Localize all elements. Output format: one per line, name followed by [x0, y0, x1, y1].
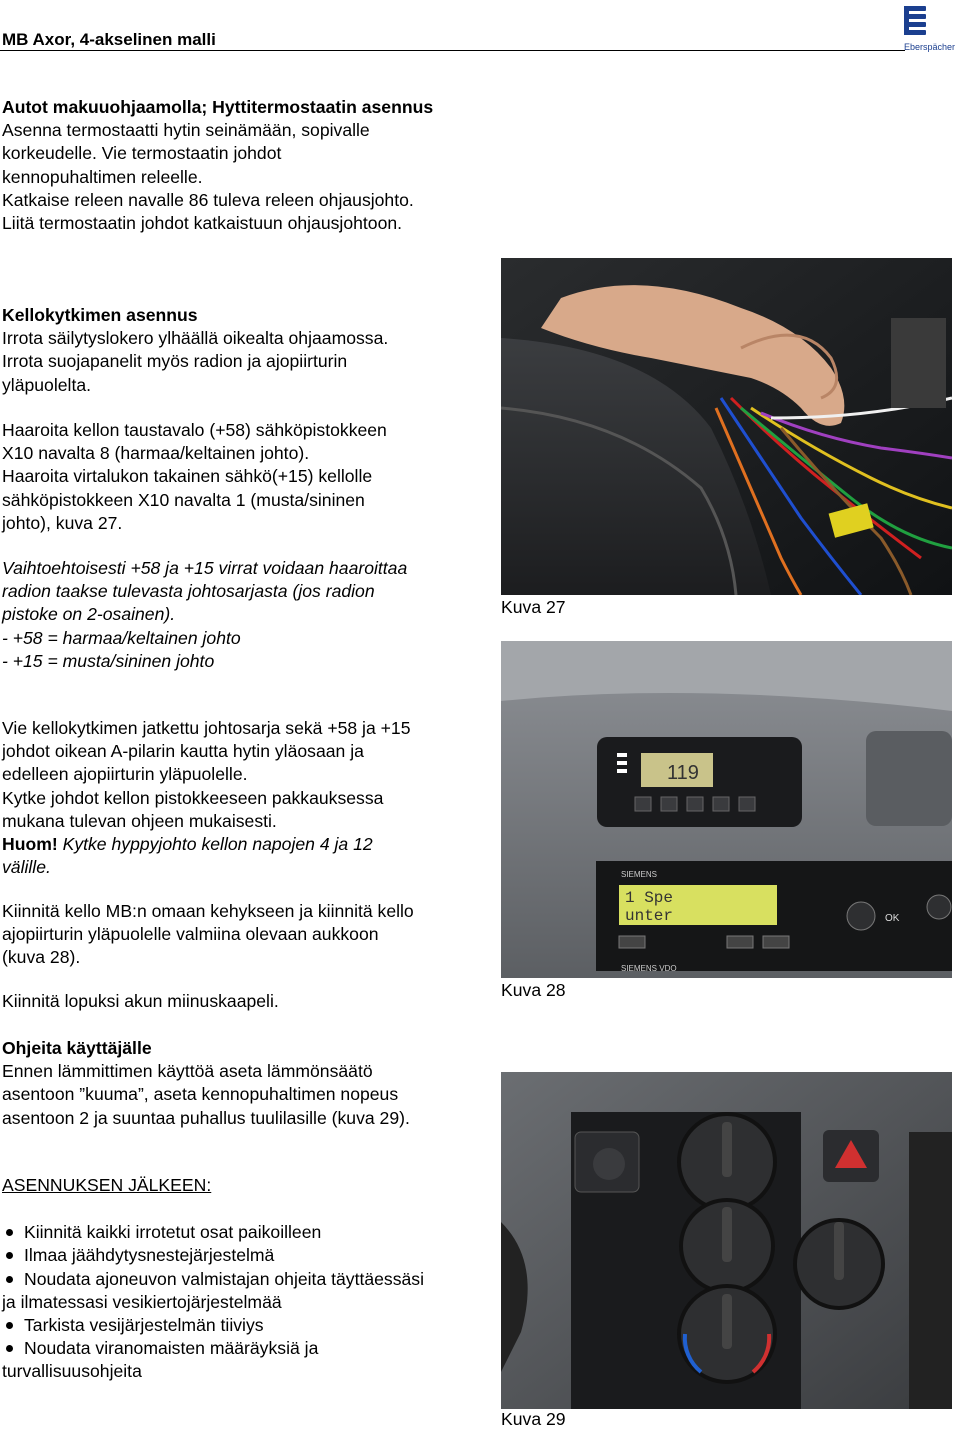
text-line: radion taakse tulevasta johtosarjasta (jos radion — [2, 581, 375, 602]
text-line: Haaroita virtalukon takainen sähkö(+15) kellolle — [2, 466, 373, 487]
section-mount-clock — [2, 900, 492, 970]
eberspacher-logo — [900, 0, 960, 58]
text-line: johto), kuva 27. — [2, 512, 123, 533]
header-rule — [0, 50, 905, 51]
huom-label: Huom! — [2, 834, 58, 855]
section-heading: ASENNUKSEN JÄLKEEN: — [2, 1175, 212, 1195]
text-line: sähköpistokkeen X10 navalta 1 (musta/sininen — [2, 489, 365, 510]
list-item: Noudata ajoneuvon valmistajan ohjeita täyttäessäsi — [2, 1268, 492, 1291]
tacho-line2: unter — [625, 907, 674, 925]
text-line: johdot oikean A-pilarin kautta hytin yläosaan ja — [2, 741, 364, 762]
list-item: Ilmaa jäähdytysnestejärjestelmä — [2, 1244, 492, 1267]
tacho-ok-label: OK — [885, 913, 900, 924]
section-clock-wiring — [2, 419, 492, 535]
tacho-brand: SIEMENS — [621, 870, 658, 879]
text-line: Ennen lämmittimen käyttöä aseta lämmönsäätö — [2, 1061, 373, 1082]
figure-27-caption: Kuva 27 — [501, 597, 566, 617]
text-line: - +58 = harmaa/keltainen johto — [2, 627, 241, 648]
section-alternative-note — [2, 557, 492, 673]
section-user-instructions — [2, 1037, 492, 1130]
note-text: Kytke hyppyjohto kellon napojen 4 ja 12 — [57, 834, 373, 855]
text-line: Vaihtoehtoisesti +58 ja +15 virrat voidaan haaroittaa — [2, 558, 408, 578]
list-item-continuation: turvallisuusohjeita — [2, 1361, 142, 1382]
text-line: Irrota suojapanelit myös radion ja ajopiirturin — [2, 351, 348, 372]
text-line: Kiinnitä kello MB:n omaan kehykseen ja kiinnitä kello — [2, 901, 414, 921]
text-line: asentoon 2 ja suuntaa puhallus tuulilasille (kuva 29). — [2, 1107, 410, 1128]
text-line: Kytke johdot kellon pistokkeeseen pakkauksessa — [2, 787, 384, 808]
text-line: Liitä termostaatin johdot katkaistuun ohjausjohtoon. — [2, 213, 403, 234]
text-line: Katkaise releen navalle 86 tuleva releen ohjausjohto. — [2, 189, 414, 210]
list-item: Tarkista vesijärjestelmän tiiviys — [2, 1314, 492, 1337]
section-heading: Ohjeita käyttäjälle — [2, 1038, 152, 1058]
tacho-line1: 1 Spe — [625, 889, 674, 907]
text-line: Haaroita kellon taustavalo (+58) sähköpistokkeen — [2, 420, 387, 440]
text-line: asentoon ”kuuma”, aseta kennopuhaltimen nopeus — [2, 1084, 399, 1105]
section-harness-routing — [2, 717, 492, 879]
figure-28-caption: Kuva 28 — [501, 980, 566, 1000]
text-line: (kuva 28). — [2, 947, 81, 968]
text-line: Asenna termostaatti hytin seinämään, sopivalle — [2, 120, 370, 141]
text-line: X10 navalta 8 (harmaa/keltainen johto). — [2, 443, 310, 464]
list-item: Kiinnitä kaikki irrotetut osat paikoilleen — [2, 1221, 492, 1244]
note-line — [2, 833, 492, 856]
text-line: yläpuolelta. — [2, 374, 92, 395]
document-title: MB Axor, 4-akselinen malli — [2, 30, 216, 49]
figure-29-caption: Kuva 29 — [501, 1409, 566, 1429]
list-item: Noudata viranomaisten määräyksiä ja — [2, 1337, 492, 1360]
text-line: ajopiirturin yläpuolelle valmiina olevaan aukkoon — [2, 924, 379, 945]
bullet-list — [2, 1221, 492, 1383]
text-line: mukana tulevan ohjeen mukaisesti. — [2, 810, 277, 831]
list-item-continuation: ja ilmatessasi vesikiertojärjestelmää — [2, 1291, 282, 1312]
text-line: pistoke on 2-osainen). — [2, 604, 176, 625]
clock-display-text: 119 — [667, 762, 699, 784]
text-line: Irrota säilytyslokero ylhäällä oikealta ohjaamossa. — [2, 328, 389, 349]
text-line: - +15 = musta/sininen johto — [2, 650, 215, 671]
text-line: Vie kellokytkimen jatkettu johtosarja sekä +58 ja +15 — [2, 718, 411, 738]
figure-28-photo — [501, 641, 952, 978]
figure-27-photo — [501, 258, 952, 595]
text-line: kennopuhaltimen releelle. — [2, 166, 203, 187]
tacho-brand2: SIEMENS VDO — [621, 964, 677, 973]
text-line: korkeudelle. Vie termostaatin johdot — [2, 143, 282, 164]
section-after-install — [2, 1174, 492, 1384]
text-line: Kiinnitä lopuksi akun miinuskaapeli. — [2, 991, 279, 1011]
figure-29-photo — [501, 1072, 952, 1409]
section-install-thermostat — [2, 96, 442, 235]
section-clock-install — [2, 304, 492, 397]
section-heading: Autot makuuohjaamolla; Hyttitermostaatin asennus — [2, 97, 434, 117]
note-line: välille. — [2, 857, 51, 878]
section-heading: Kellokytkimen asennus — [2, 305, 198, 325]
logo-text: Eberspächer — [904, 42, 956, 52]
text-line: edelleen ajopiirturin yläpuolelle. — [2, 764, 248, 785]
